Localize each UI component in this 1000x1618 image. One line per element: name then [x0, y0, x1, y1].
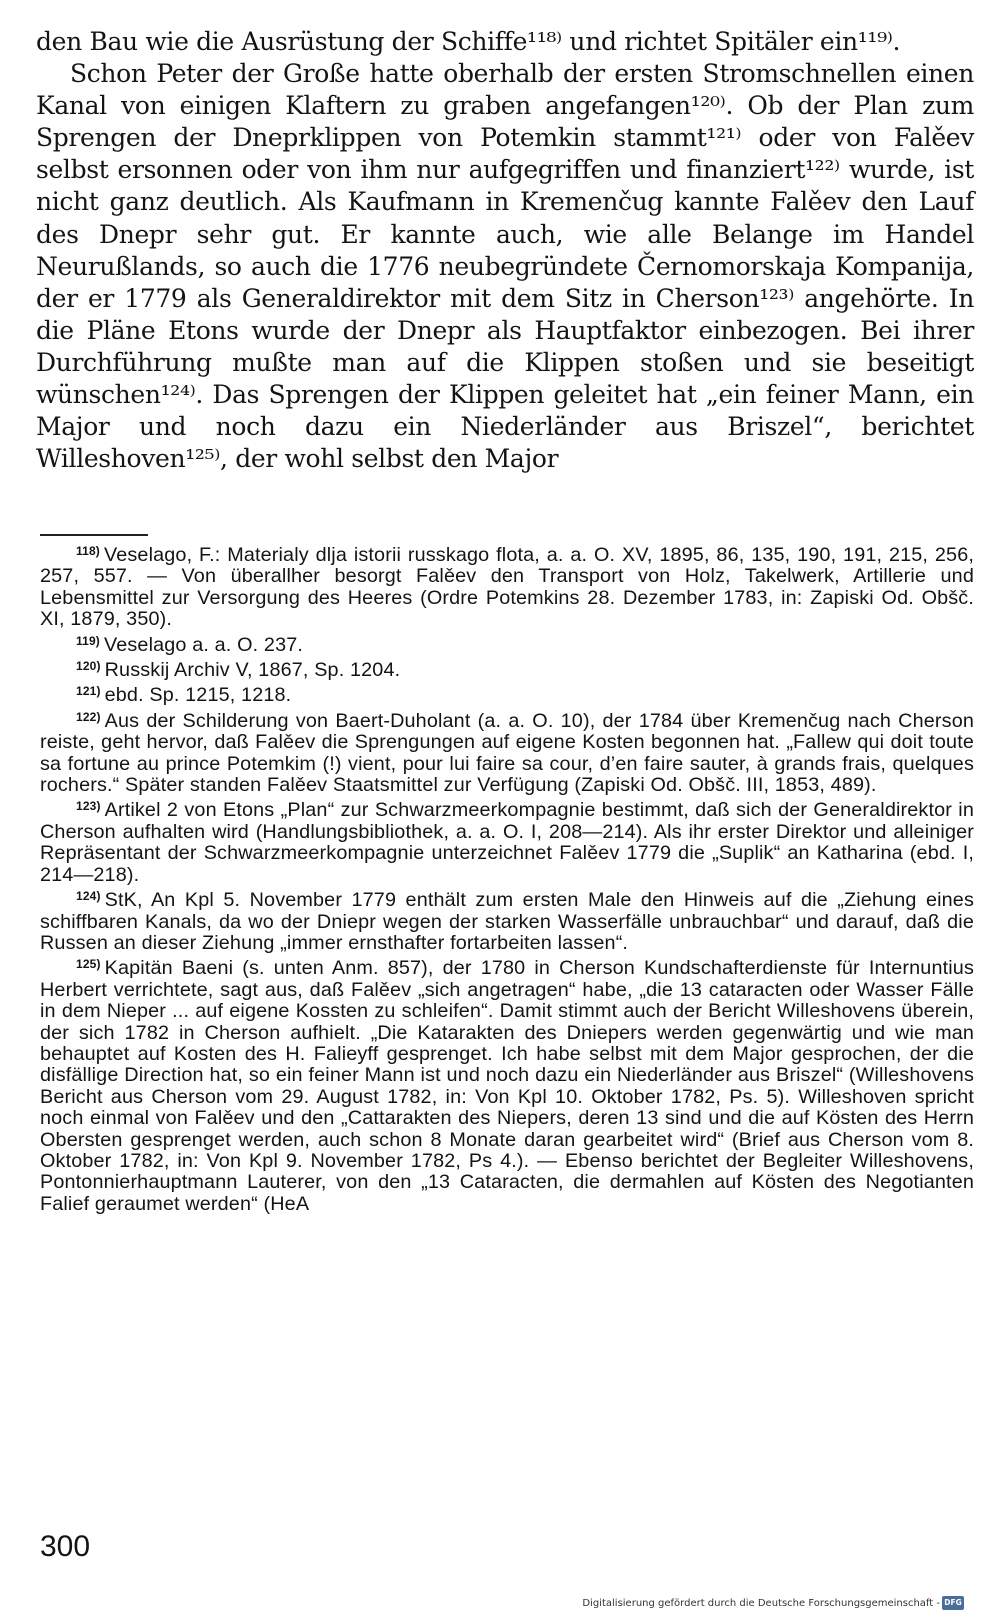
footnote-text: Aus der Schilderung von Baert-Duholant (a. a. O. 10), der 1784 über Kremenčug nach Cherson reiste, geht hervor, daß Falěev die Sprengungen auf eigene Kosten begonnen hat. „Fallew qui doit toute sa fortune au prince Potemkim (!) vient, pour lui faire sa cour, d’en faire sauter, à grands frais, quelques rochers.“ Später standen Falěev Staatsmittel zur Verfügung (Zapiski Od. Obšč. III, 1853, 489).	[40, 709, 974, 797]
footnote-separator	[40, 534, 148, 536]
paragraph-2: Schon Peter der Große hatte oberhalb der ersten Stromschnellen einen Kanal von einigen Klaftern zu graben angefangen¹²⁰⁾. Ob der Plan zum Sprengen der Dneprklippen von Potemkin stammt¹²¹⁾ oder von Falěev selbst ersonnen oder von ihm nur aufgegriffen und finanziert¹²²⁾ wurde, ist nicht ganz deutlich. Als Kaufmann in Kremenčug kannte Falěev den Lauf des Dnepr sehr gut. Er kannte auch, wie alle Belange im Handel Neurußlands, so auch die 1776 neubegründete Černomorskaja Kompanija, der er 1779 als Generaldirektor mit dem Sitz in Cherson¹²³⁾ angehörte. In die Pläne Etons wurde der Dnepr als Hauptfaktor einbezogen. Bei ihrer Durchführung mußte man auf die Klippen stoßen und sie beseitigt wünschen¹²⁴⁾. Das Sprengen der Klippen geleitet hat „ein feiner Mann, ein Major und noch dazu ein Niederländer aus Briszel“, berichtet Willeshoven¹²⁵⁾, der wohl selbst den Major	[36, 59, 974, 474]
footnote-number: 125)	[76, 957, 101, 972]
footnote-text: ebd. Sp. 1215, 1218.	[104, 684, 292, 707]
footnote-number: 120)	[76, 659, 101, 674]
digitization-credit: Digitalisierung gefördert durch die Deutsche Forschungsgemeinschaft -	[582, 1598, 940, 1609]
footnote-text: Kapitän Baeni (s. unten Anm. 857), der 1780 in Cherson Kundschafterdienste für Internuntius Herbert verrichtete, sagt aus, daß Falěev „sich angetragen“ habe, „die 13 cataracten oder Wasser Fälle in dem Nieper ... auf eigene Kossten zu schleifen“. Damit stimmt auch der Bericht Willeshovens überein, der sich 1782 in Cherson aufhielt. „Die Katarakten des Dniepers werden gegenwärtig und wie man behauptet auf Kosten des H. Falieyff gesprenget. Ich habe selbst mit dem Major gesprochen, der die disfällige Direction hat, so ein feiner Mann ist und noch dazu ein Niederländer aus Briszel“ (Willeshovens Bericht aus Cherson vom 29. August 1782, in: Von Kpl 10. Oktober 1782, Ps. 5). Willeshoven spricht noch einmal von Falěev und den „Cattarakten des Niepers, deren 13 sind und die auf Kösten des Herrn Obersten gesprenget werden, auch schon 8 Monate daran gearbeitet wird“ (Brief aus Cherson vom 8. Oktober 1782, in: Von Kpl 9. November 1782, Ps 4.). — Ebenso berichtet der Begleiter Willeshovens, Pontonnierhauptmann Lauterer, von den „13 Cataracten, die dermahlen auf Kösten des Negotianten Falief geraumet werden“ (HeA	[40, 957, 974, 1215]
footnote-122	[40, 707, 974, 797]
footnote-123	[40, 796, 974, 886]
body-text	[36, 26, 974, 475]
footnote-number: 122)	[76, 709, 101, 724]
footnotes	[40, 541, 974, 1215]
footnote-text: StK, An Kpl 5. November 1779 enthält zum ersten Male den Hinweis auf die „Ziehung eines schiffbaren Kanals, da wo der Dniepr wegen der starken Wasserfälle unbrauchbar“ und darauf, daß die Russen an dieser Ziehung „immer ernsthafter fortarbeiten lassen“.	[40, 889, 974, 954]
footnote-120	[40, 656, 974, 681]
footnote-125	[40, 954, 974, 1215]
footnote-number: 121)	[76, 684, 101, 699]
footnote-text: Artikel 2 von Etons „Plan“ zur Schwarzmeerkompagnie bestimmt, daß sich der Generaldirektor in Cherson aufhalten wird (Handlungsbibliothek, a. a. O. I, 208—214). Als ihr erster Direktor und alleiniger Repräsentant der Schwarzmeerkompagnie unterzeichnet Falěev 1779 die „Suplik“ an Katharina (ebd. I, 214—218).	[40, 799, 974, 886]
dfg-logo: DFG	[942, 1596, 964, 1610]
footnote-number: 124)	[76, 889, 101, 904]
footnote-number: 119)	[76, 633, 100, 648]
paragraph-1: den Bau wie die Ausrüstung der Schiffe¹¹⁸⁾ und richtet Spitäler ein¹¹⁹⁾.	[36, 27, 901, 56]
footnote-number: 123)	[76, 799, 101, 814]
footnote-118	[40, 541, 974, 631]
footnote-124	[40, 886, 974, 954]
footnote-text: Veselago, F.: Materialy dlja istorii russkago flota, a. a. O. XV, 1895, 86, 135, 190, 191, 215, 256, 257, 557. — Von überallher besorgt Falěev den Transport von Holz, Takelwerk, Artillerie und Lebensmittel zur Versorgung des Heeres (Ordre Potemkins 28. Dezember 1783, in: Zapiski Od. Obšč. XI, 1879, 350).	[40, 544, 974, 631]
footnote-119	[40, 631, 974, 656]
footnote-number: 118)	[76, 544, 100, 558]
footnote-text: Veselago a. a. O. 237.	[103, 633, 304, 656]
footnote-121	[40, 681, 974, 706]
page-number: 300	[40, 1530, 91, 1563]
footnote-text: Russkij Archiv V, 1867, Sp. 1204.	[104, 659, 401, 682]
